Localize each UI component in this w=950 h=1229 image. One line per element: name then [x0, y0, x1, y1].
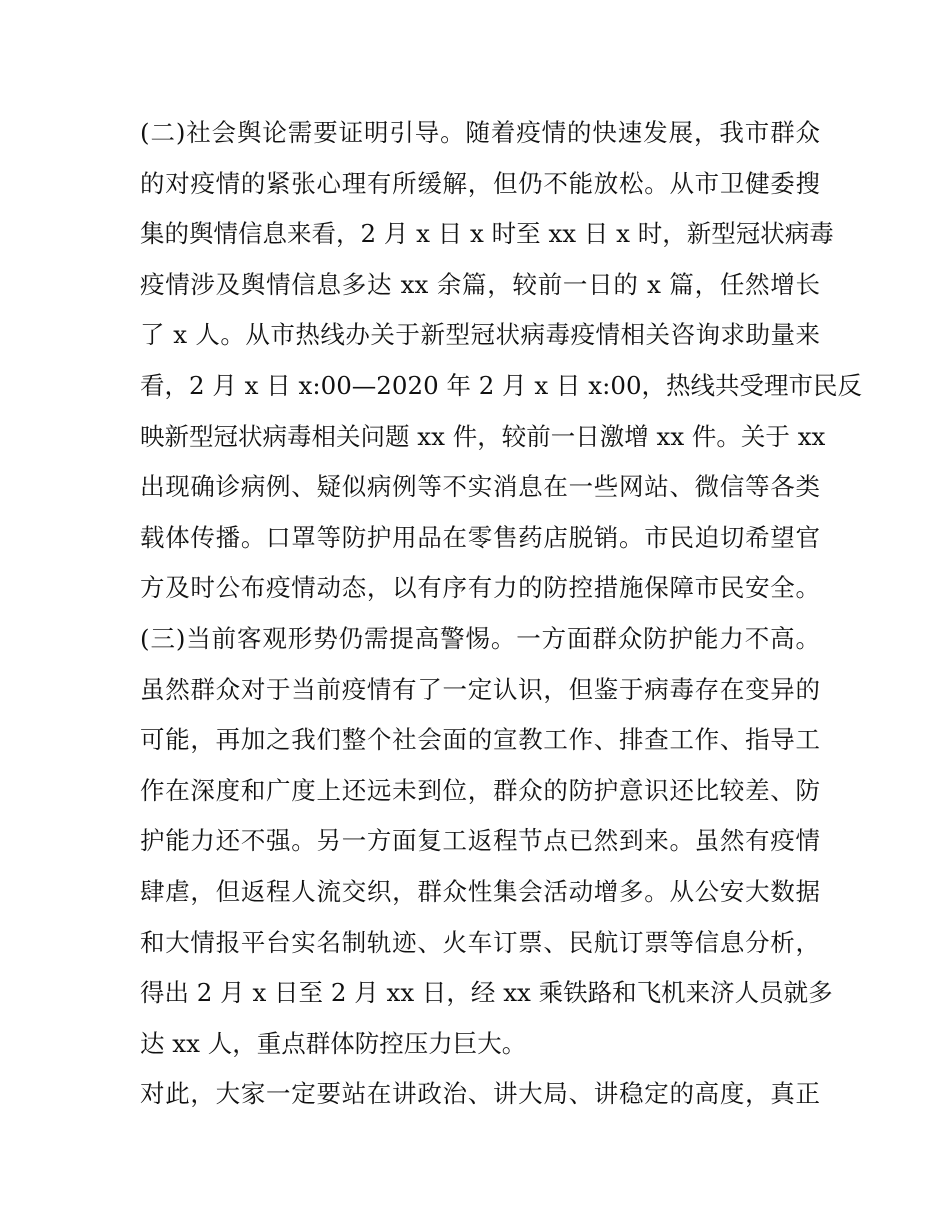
text-line-19: 达 xx 人，重点群体防控压力巨大。 — [140, 1028, 527, 1058]
text-line-5: 了 x 人。从市热线办关于新型冠状病毒疫情相关咨询求助量来 — [140, 320, 820, 350]
text-line-16: 肆虐，但返程人流交织，群众性集会活动增多。从公安大数据 — [140, 876, 820, 906]
text-line-18: 得出 2 月 x 日至 2 月 xx 日，经 xx 乘铁路和飞机来济人员就多 — [140, 978, 833, 1008]
text-line-6: 看，2 月 x 日 x:00—2020 年 2 月 x 日 x:00，热线共受理市民反 — [140, 370, 863, 400]
text-line-2: 的对疫情的紧张心理有所缓解，但仍不能放松。从市卫健委搜 — [140, 168, 820, 198]
document-body — [140, 108, 863, 1120]
text-line-10: 方及时公布疫情动态，以有序有力的防控措施保障市民安全。 — [140, 573, 820, 603]
text-line-12: 虽然群众对于当前疫情有了一定认识，但鉴于病毒存在变异的 — [140, 674, 820, 704]
text-line-13: 可能，再加之我们整个社会面的宣教工作、排查工作、指导工 — [140, 725, 820, 755]
text-line-20: 对此，大家一定要站在讲政治、讲大局、讲稳定的高度，真正 — [140, 1079, 820, 1109]
text-line-15: 护能力还不强。另一方面复工返程节点已然到来。虽然有疫情 — [140, 826, 820, 856]
text-line-14: 作在深度和广度上还远未到位，群众的防护意识还比较差、防 — [140, 775, 820, 805]
text-line-3: 集的舆情信息来看，2 月 x 日 x 时至 xx 日 x 时，新型冠状病毒 — [140, 219, 834, 249]
text-line-17: 和大情报平台实名制轨迹、火车订票、民航订票等信息分析， — [140, 927, 820, 957]
text-line-8: 出现确诊病例、疑似病例等不实消息在一些网站、微信等各类 — [140, 472, 820, 502]
text-line-7: 映新型冠状病毒相关问题 xx 件，较前一日激增 xx 件。关于 xx — [140, 421, 826, 451]
text-line-4: 疫情涉及舆情信息多达 xx 余篇，较前一日的 x 篇，任然增长 — [140, 269, 820, 299]
text-line-11: (三)当前客观形势仍需提高警惕。一方面群众防护能力不高。 — [140, 623, 820, 653]
text-line-9: 载体传播。口罩等防护用品在零售药店脱销。市民迫切希望官 — [140, 522, 820, 552]
text-line-1: (二)社会舆论需要证明引导。随着疫情的快速发展，我市群众 — [140, 118, 820, 147]
